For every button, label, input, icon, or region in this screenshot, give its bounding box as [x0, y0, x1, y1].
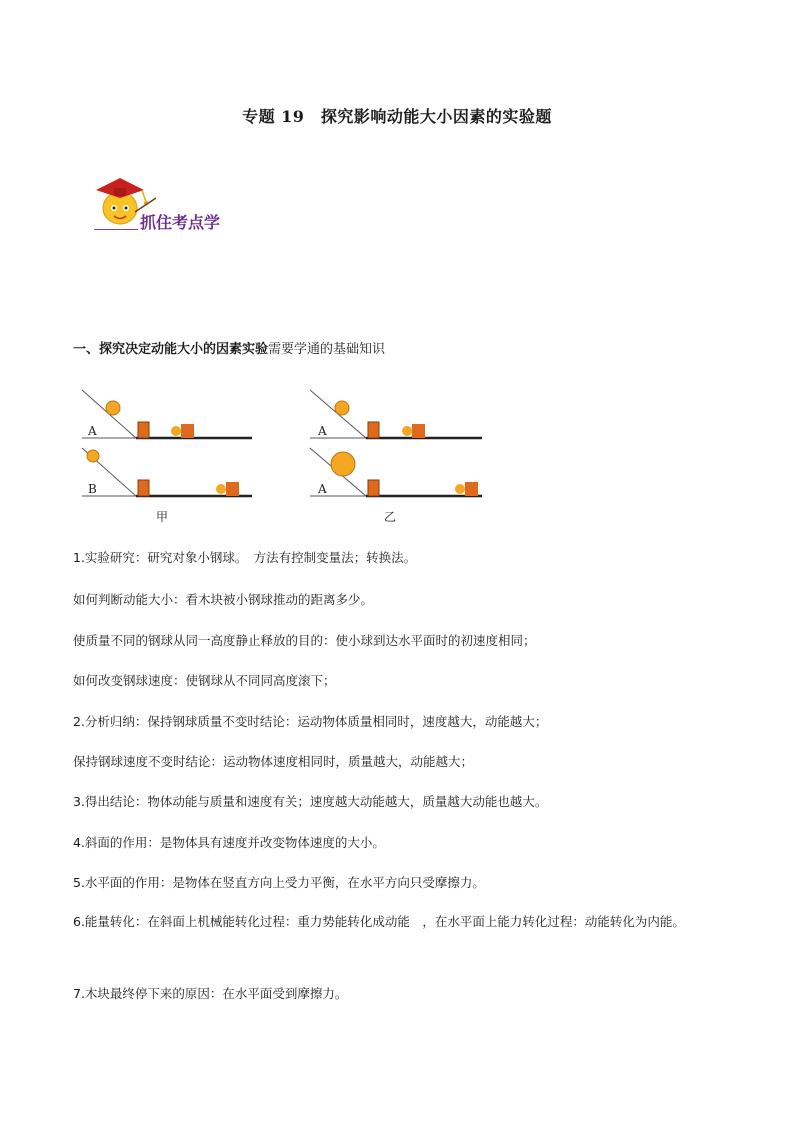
- wood-block: [368, 480, 379, 496]
- large-ball: [331, 452, 355, 476]
- experiment-figure: [70, 388, 500, 528]
- section-heading-bold: 一、探究决定动能大小的因素实验: [73, 342, 269, 357]
- banner-underline: [94, 229, 138, 230]
- paragraph: 2.分析归纳：保持钢球质量不变时结论：运动物体质量相同时，速度越大，动能越大；: [73, 714, 548, 729]
- label-b: B: [88, 482, 97, 496]
- paragraph: 保持钢球速度不变时结论：运动物体速度相同时，质量越大，动能越大；: [73, 754, 474, 769]
- panel-yi-top: [310, 390, 482, 438]
- steel-ball: [106, 401, 120, 415]
- steel-ball: [335, 401, 349, 415]
- wood-block: [368, 422, 379, 438]
- section-heading-rest: 需要学通的基础知识: [268, 342, 386, 357]
- paragraph: 使质量不同的钢球从同一高度静止释放的目的：使小球到达水平面时的初速度相同；: [73, 633, 536, 648]
- toy-figure: [402, 424, 425, 438]
- paragraph: 如何判断动能大小：看木块被小钢球推动的距离多少。: [73, 592, 374, 607]
- panel-jia-top: [82, 390, 252, 438]
- paragraph: 6.能量转化：在斜面上机械能转化过程：重力势能转化成动能 ，在水平面上能力转化过程：动能转化为内能。: [73, 914, 685, 929]
- banner-label: 抓住考点学: [140, 213, 221, 232]
- page-title: 专题 19 探究影响动能大小因素的实验题: [242, 107, 552, 126]
- paragraph: 1.实验研究：研究对象小钢球。 方法有控制变量法；转换法。: [73, 550, 417, 565]
- paragraph: 5.水平面的作用：是物体在竖直方向上受力平衡，在水平方向只受摩擦力。: [73, 875, 485, 890]
- label-a: A: [88, 424, 97, 438]
- section-heading: [73, 338, 385, 357]
- paragraph: 如何改变钢球速度：使钢球从不同同高度滚下；: [73, 673, 336, 688]
- steel-ball: [87, 450, 99, 462]
- toy-figure: [216, 482, 239, 496]
- wood-block: [138, 480, 149, 496]
- caption-yi: 乙: [384, 510, 397, 524]
- paragraph: 7.木块最终停下来的原因：在水平面受到摩擦力。: [73, 986, 348, 1001]
- label-a: A: [318, 482, 327, 496]
- paragraph: 4.斜面的作用：是物体具有速度并改变物体速度的大小。: [73, 835, 385, 850]
- panel-jia-bottom: [82, 448, 252, 496]
- label-a: A: [318, 424, 327, 438]
- paragraph: 3.得出结论：物体动能与质量和速度有关；速度越大动能越大，质量越大动能也越大。: [73, 794, 548, 809]
- toy-figure: [171, 424, 194, 438]
- panel-yi-bottom: [310, 448, 482, 496]
- caption-jia: 甲: [156, 510, 169, 524]
- toy-figure: [455, 482, 478, 496]
- wood-block: [138, 422, 149, 438]
